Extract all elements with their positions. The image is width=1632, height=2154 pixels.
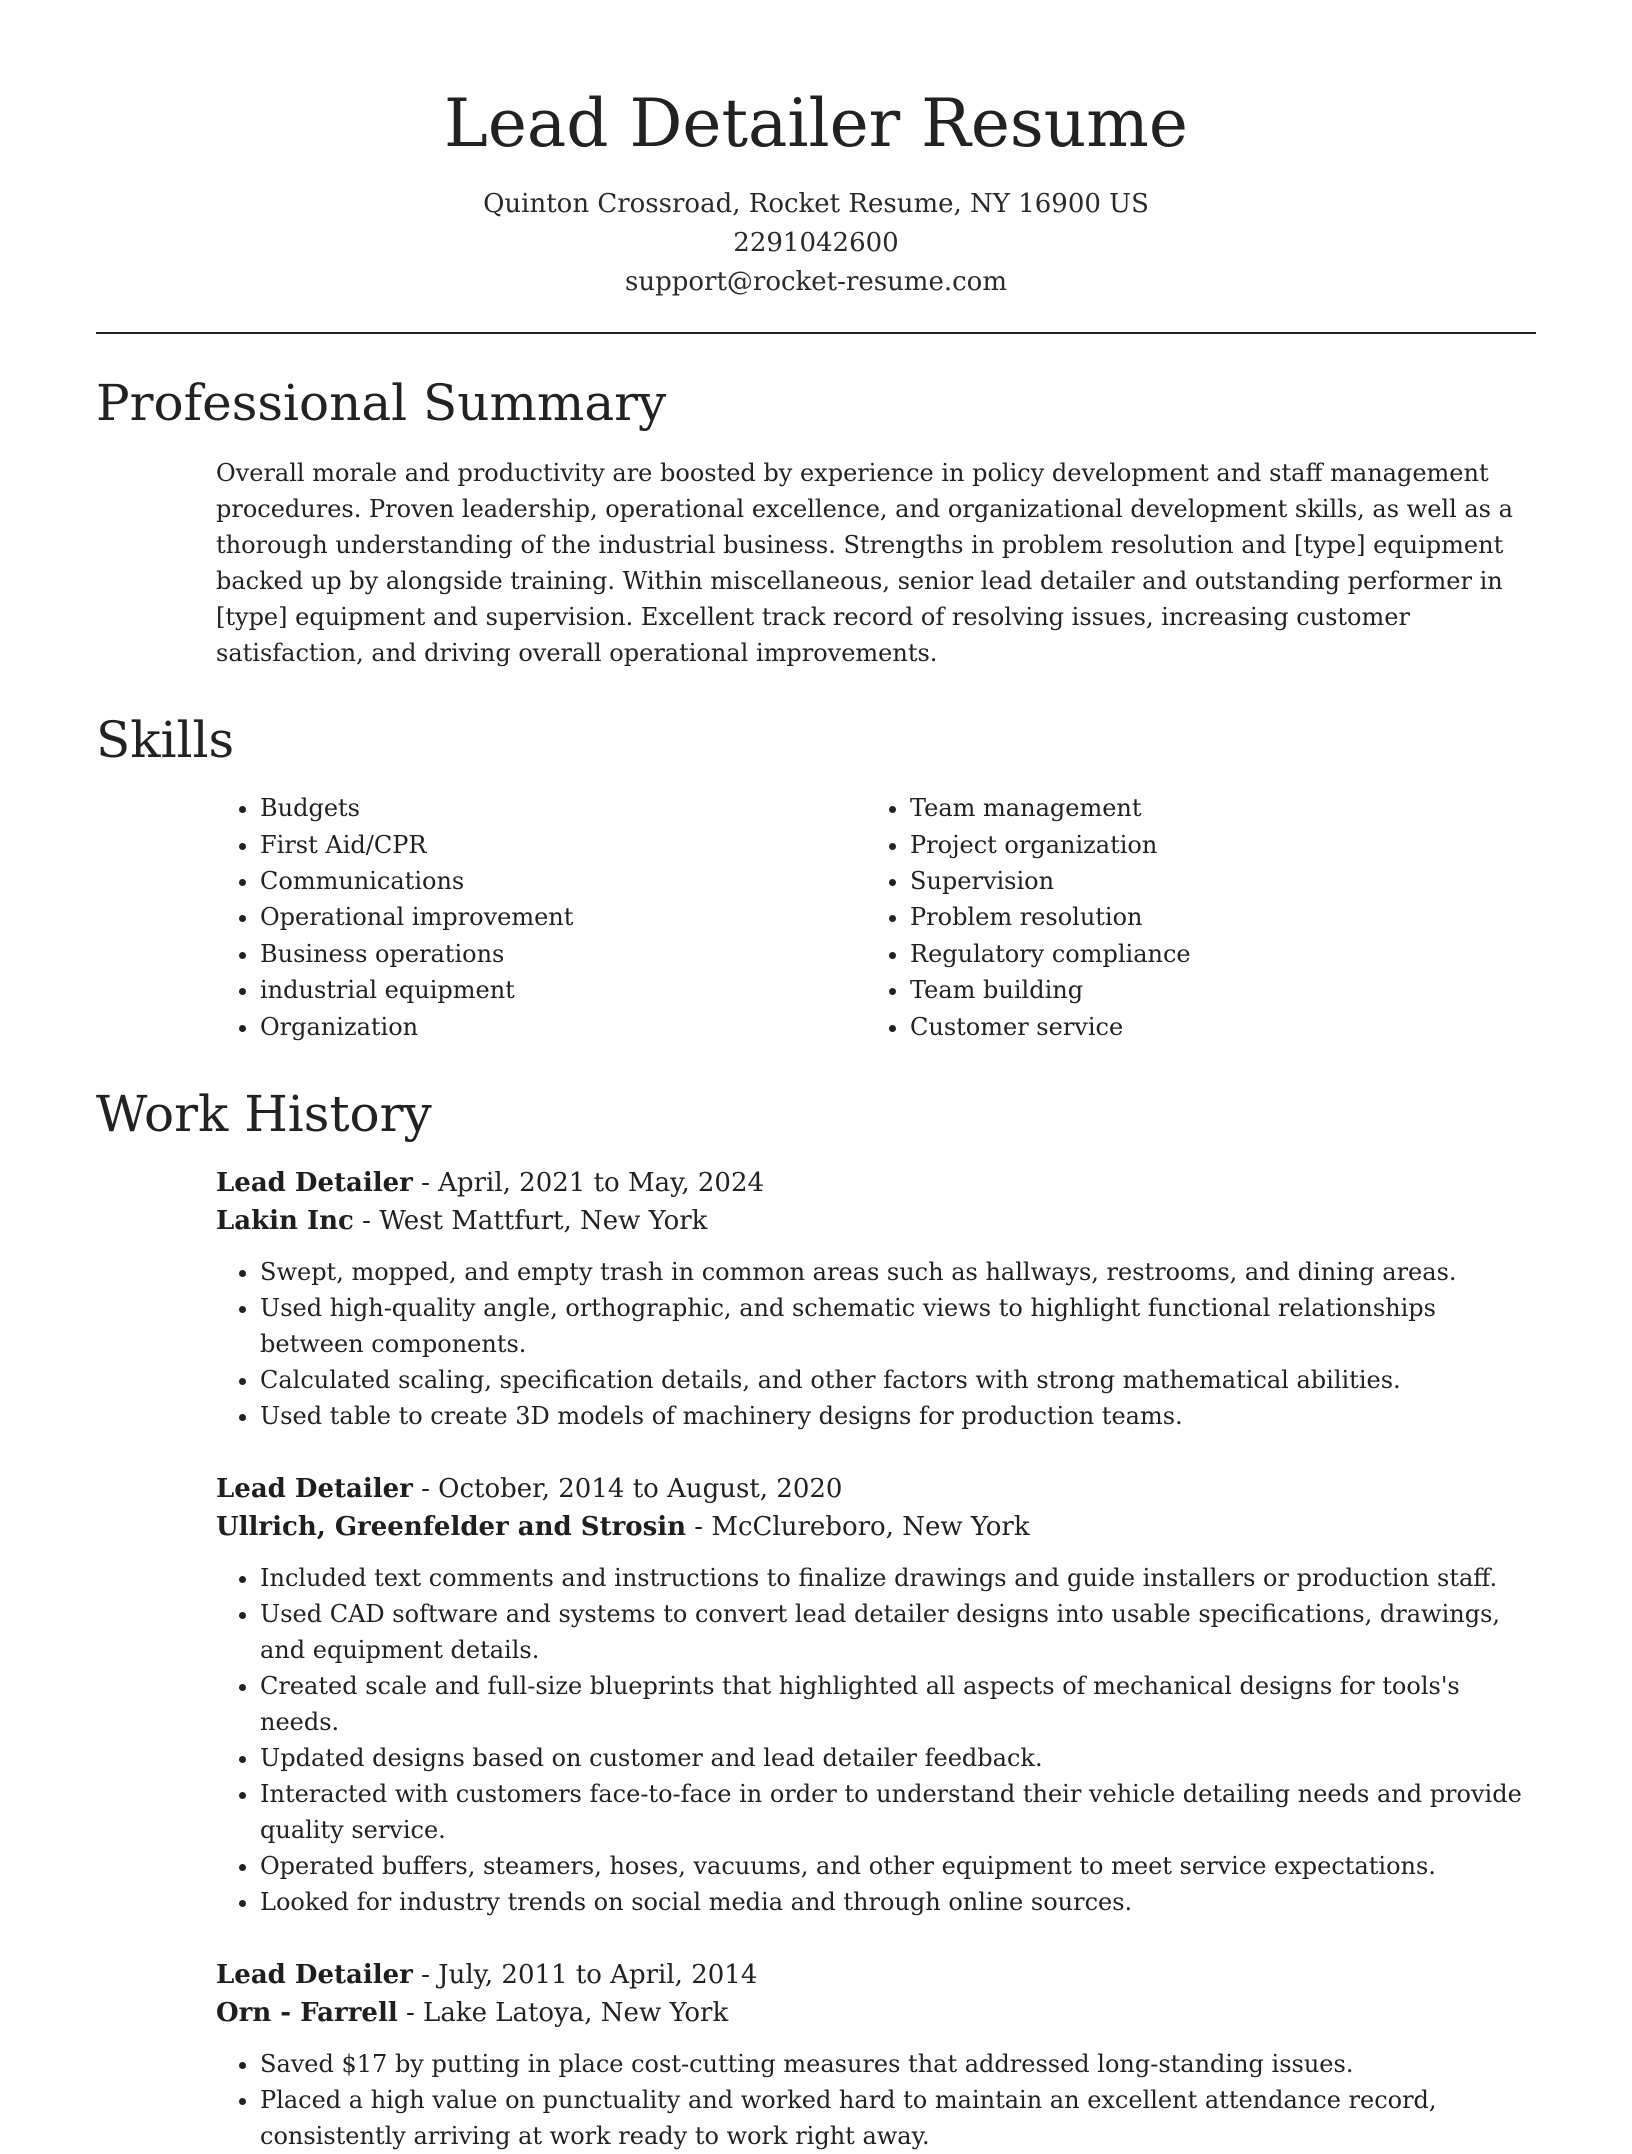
- job-bullet: • Saved $17 by putting in place cost-cutting measures that addressed long-standing issues.: [260, 2046, 1536, 2082]
- job-company-line: [216, 1202, 1536, 1240]
- job-bullet: • Created scale and full-size blueprints that highlighted all aspects of mechanical designs for tools's needs.: [260, 1668, 1536, 1740]
- contact-block: [96, 185, 1536, 302]
- work-history-section: [96, 1087, 1536, 2154]
- resume-header: [96, 0, 1536, 302]
- skills-columns: [216, 790, 1536, 1045]
- job-title: Lead Detailer: [216, 1474, 413, 1505]
- skills-list-left: [216, 790, 866, 1045]
- skill-item: • First Aid/CPR: [260, 827, 866, 863]
- job-company-line: [216, 1508, 1536, 1546]
- job-bullet: • Used table to create 3D models of machinery designs for production teams.: [260, 1398, 1536, 1434]
- resume-title: Lead Detailer Resume: [444, 85, 1188, 162]
- skills-list-right: [866, 790, 1516, 1045]
- skills-heading: Skills: [96, 711, 235, 770]
- job-bullet: • Included text comments and instructions to finalize drawings and guide installers or production staff.: [260, 1560, 1536, 1596]
- job-dates: - July, 2011 to April, 2014: [412, 1960, 758, 1991]
- job-bullet: • Placed a high value on punctuality and worked hard to maintain an excellent attendance record, consistently arriving at work ready to work right away.: [260, 2082, 1536, 2154]
- skill-item: • Team management: [910, 790, 1516, 826]
- job-bullet: • Used CAD software and systems to convert lead detailer designs into usable specifications, drawings, and equipment details.: [260, 1596, 1536, 1668]
- job-location: - Lake Latoya, New York: [397, 1998, 729, 2029]
- job-bullets: [216, 1560, 1536, 1920]
- skill-item: • Budgets: [260, 790, 866, 826]
- contact-address: Quinton Crossroad, Rocket Resume, NY 16900 US: [483, 189, 1149, 220]
- job-bullet: • Looked for industry trends on social media and through online sources.: [260, 1884, 1536, 1920]
- job-title: Lead Detailer: [216, 1960, 413, 1991]
- job-entry: [216, 1956, 1536, 2154]
- work-history-heading: Work History: [96, 1085, 432, 1144]
- job-bullet: • Used high-quality angle, orthographic, and schematic views to highlight functional relationships between components.: [260, 1290, 1536, 1362]
- skills-section: [96, 713, 1536, 1045]
- job-title-line: [216, 1164, 1536, 1202]
- job-bullet: • Calculated scaling, specification details, and other factors with strong mathematical abilities.: [260, 1362, 1536, 1398]
- job-title-line: [216, 1956, 1536, 1994]
- job-company: Lakin Inc: [216, 1206, 354, 1237]
- skill-item: • Team building: [910, 972, 1516, 1008]
- skill-item: • Project organization: [910, 827, 1516, 863]
- job-entry: [216, 1470, 1536, 1920]
- skill-item: • Supervision: [910, 863, 1516, 899]
- summary-text: Overall morale and productivity are boosted by experience in policy development and staff management procedures. Proven leadership, operational excellence, and organizational development skills, as well as a thorough understanding of the industrial business. Strengths in problem resolution and [type] equipment backed up by alongside training. Within miscellaneous, senior lead detailer and outstanding performer in [type] equipment and supervision. Excellent track record of resolving issues, increasing customer satisfaction, and driving overall operational improvements.: [216, 459, 1513, 668]
- contact-email: support@rocket-resume.com: [624, 267, 1007, 298]
- job-title: Lead Detailer: [216, 1168, 413, 1199]
- job-entry: [216, 1164, 1536, 1434]
- skill-item: • Operational improvement: [260, 899, 866, 935]
- job-company: Ullrich, Greenfelder and Strosin: [216, 1512, 687, 1543]
- job-bullet: • Swept, mopped, and empty trash in common areas such as hallways, restrooms, and dining areas.: [260, 1254, 1536, 1290]
- job-bullets: [216, 2046, 1536, 2154]
- contact-phone: 2291042600: [733, 228, 899, 259]
- summary-heading: Professional Summary: [96, 374, 667, 433]
- skill-item: • Problem resolution: [910, 899, 1516, 935]
- skill-item: • Organization: [260, 1009, 866, 1045]
- skill-item: • Regulatory compliance: [910, 936, 1516, 972]
- skill-item: • industrial equipment: [260, 972, 866, 1008]
- job-bullet: • Updated designs based on customer and lead detailer feedback.: [260, 1740, 1536, 1776]
- job-bullet: • Interacted with customers face-to-face in order to understand their vehicle detailing needs and provide quality service.: [260, 1776, 1536, 1848]
- header-divider: [96, 332, 1536, 334]
- job-dates: - October, 2014 to August, 2020: [412, 1474, 843, 1505]
- skill-item: • Customer service: [910, 1009, 1516, 1045]
- job-dates: - April, 2021 to May, 2024: [412, 1168, 765, 1199]
- job-company: Orn - Farrell: [216, 1998, 398, 2029]
- job-bullet: • Operated buffers, steamers, hoses, vacuums, and other equipment to meet service expectations.: [260, 1848, 1536, 1884]
- summary-section: [96, 376, 1536, 671]
- job-company-line: [216, 1994, 1536, 2032]
- job-bullets: [216, 1254, 1536, 1434]
- skill-item: • Business operations: [260, 936, 866, 972]
- skill-item: • Communications: [260, 863, 866, 899]
- job-location: - West Mattfurt, New York: [353, 1206, 708, 1237]
- job-title-line: [216, 1470, 1536, 1508]
- job-location: - McClureboro, New York: [686, 1512, 1030, 1543]
